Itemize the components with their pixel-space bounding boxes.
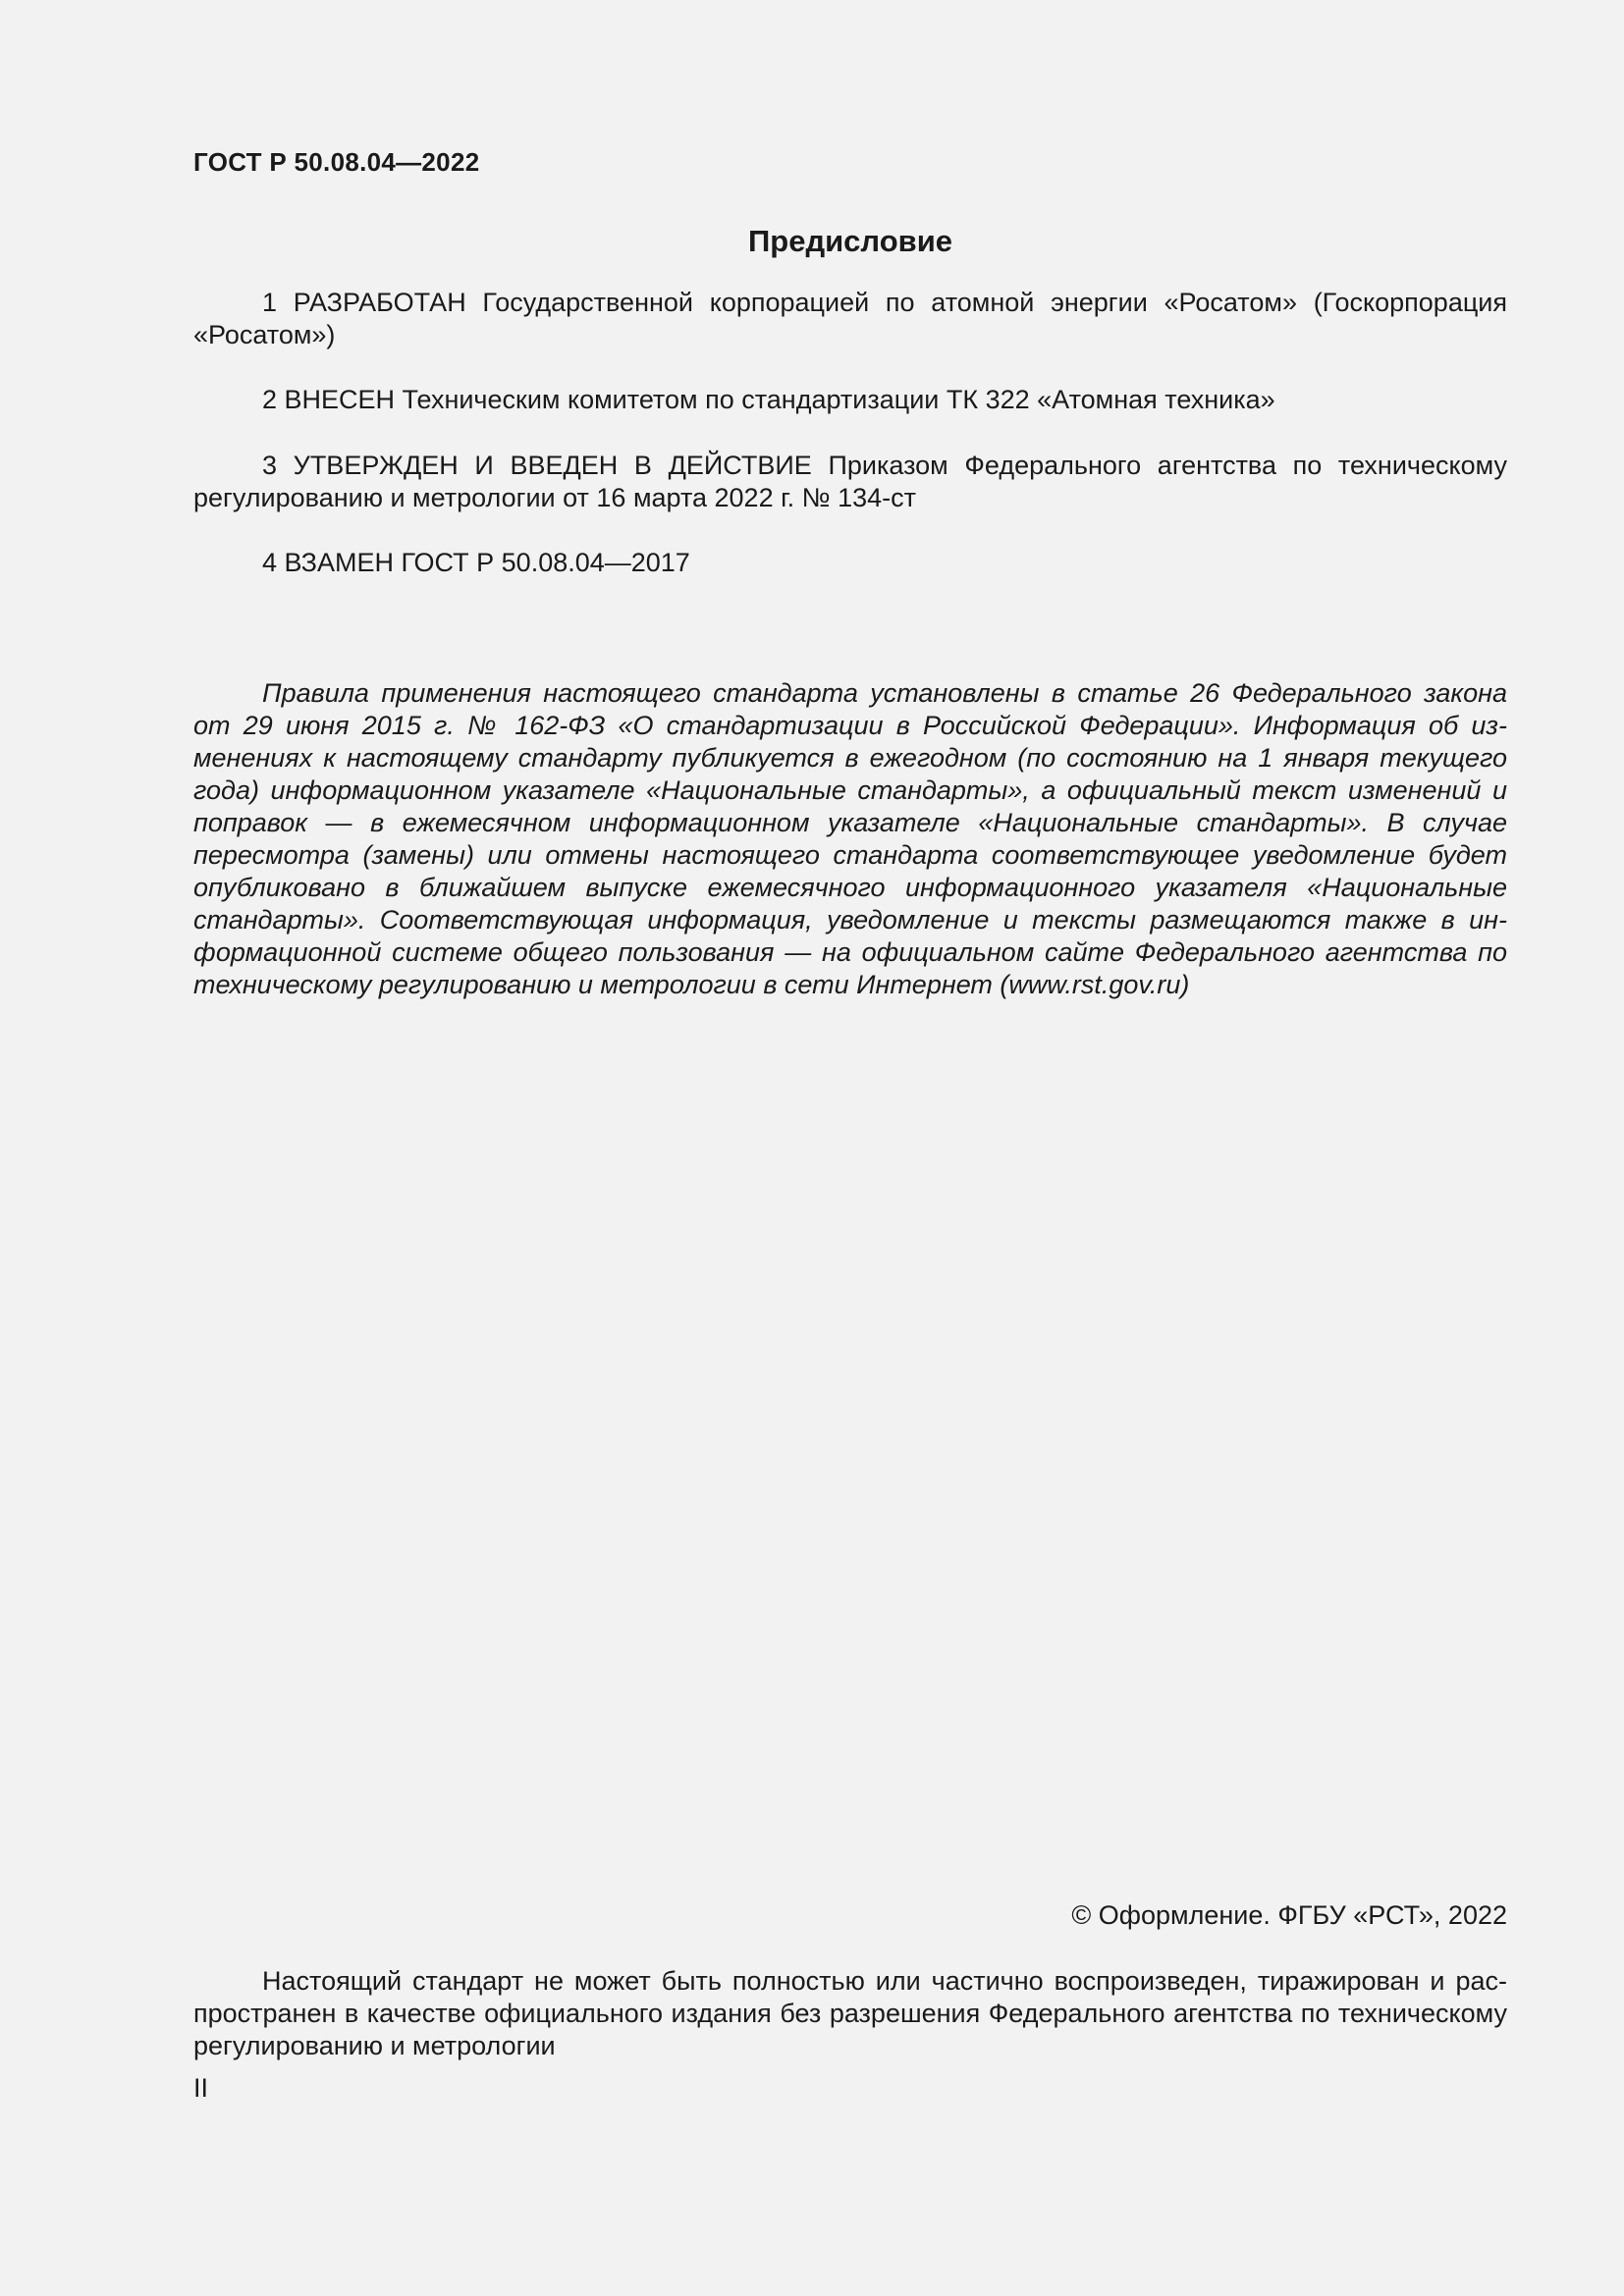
preface-item-replaces: 4 ВЗАМЕН ГОСТ Р 50.08.04—2017 bbox=[262, 548, 690, 577]
copyright-line: © Оформление. ФГБУ «РСТ», 2022 bbox=[1071, 1900, 1507, 1930]
page-number: II bbox=[193, 2073, 209, 2103]
application-rules-notice: Правила применения настоящего стандарта установлены в статье 26 Федерального закона от 29 июня 2015 г. № 162-ФЗ «О стандартизации в Российской Федерации». Информация об изменениях к настоящему стандарту публикуется в ежегодном (по состоянию на 1 января текущего года) информационном указателе «Национальные стандарты», а официальный текст изменений и поправок — в ежемесячном информационном указателе «Национальные стандарты». В случае пересмотра (замены) или отмены настоящего стандарта соответствующее уведомление будет опубликовано в ближайшем выпуске ежемесячного информационного указателя «Национальные стандарты». Соответствующая информация, уведомление и тексты размещаются также в информационной системе общего пользования — на официальном сайте Федерального агентства по техническому регулированию и метрологии в сети Интернет (www.rst.gov.ru) bbox=[193, 678, 1507, 999]
preface-item-submitted: 2 ВНЕСЕН Техническим комитетом по стандартизации ТК 322 «Атомная техника» bbox=[262, 385, 1275, 414]
reproduction-restriction-note: Настоящий стандарт не может быть полностью или частично воспроизведен, тиражирован и распространен в качестве официального издания без разрешения Федерального агентства по техническому регулированию и метрологии bbox=[193, 1966, 1507, 2060]
preface-item-developed: 1 РАЗРАБОТАН Государственной корпорацией по атомной энергии «Росатом» (Госкорпорация «Росатом») bbox=[193, 288, 1507, 349]
standard-code-header: ГОСТ Р 50.08.04—2022 bbox=[193, 147, 480, 177]
preface-item-approved: 3 УТВЕРЖДЕН И ВВЕДЕН В ДЕЙСТВИЕ Приказом Федерального агентства по техническому регулированию и метрологии от 16 марта 2022 г. № 134-ст bbox=[193, 451, 1507, 512]
preface-title: Предисловие bbox=[747, 224, 952, 258]
